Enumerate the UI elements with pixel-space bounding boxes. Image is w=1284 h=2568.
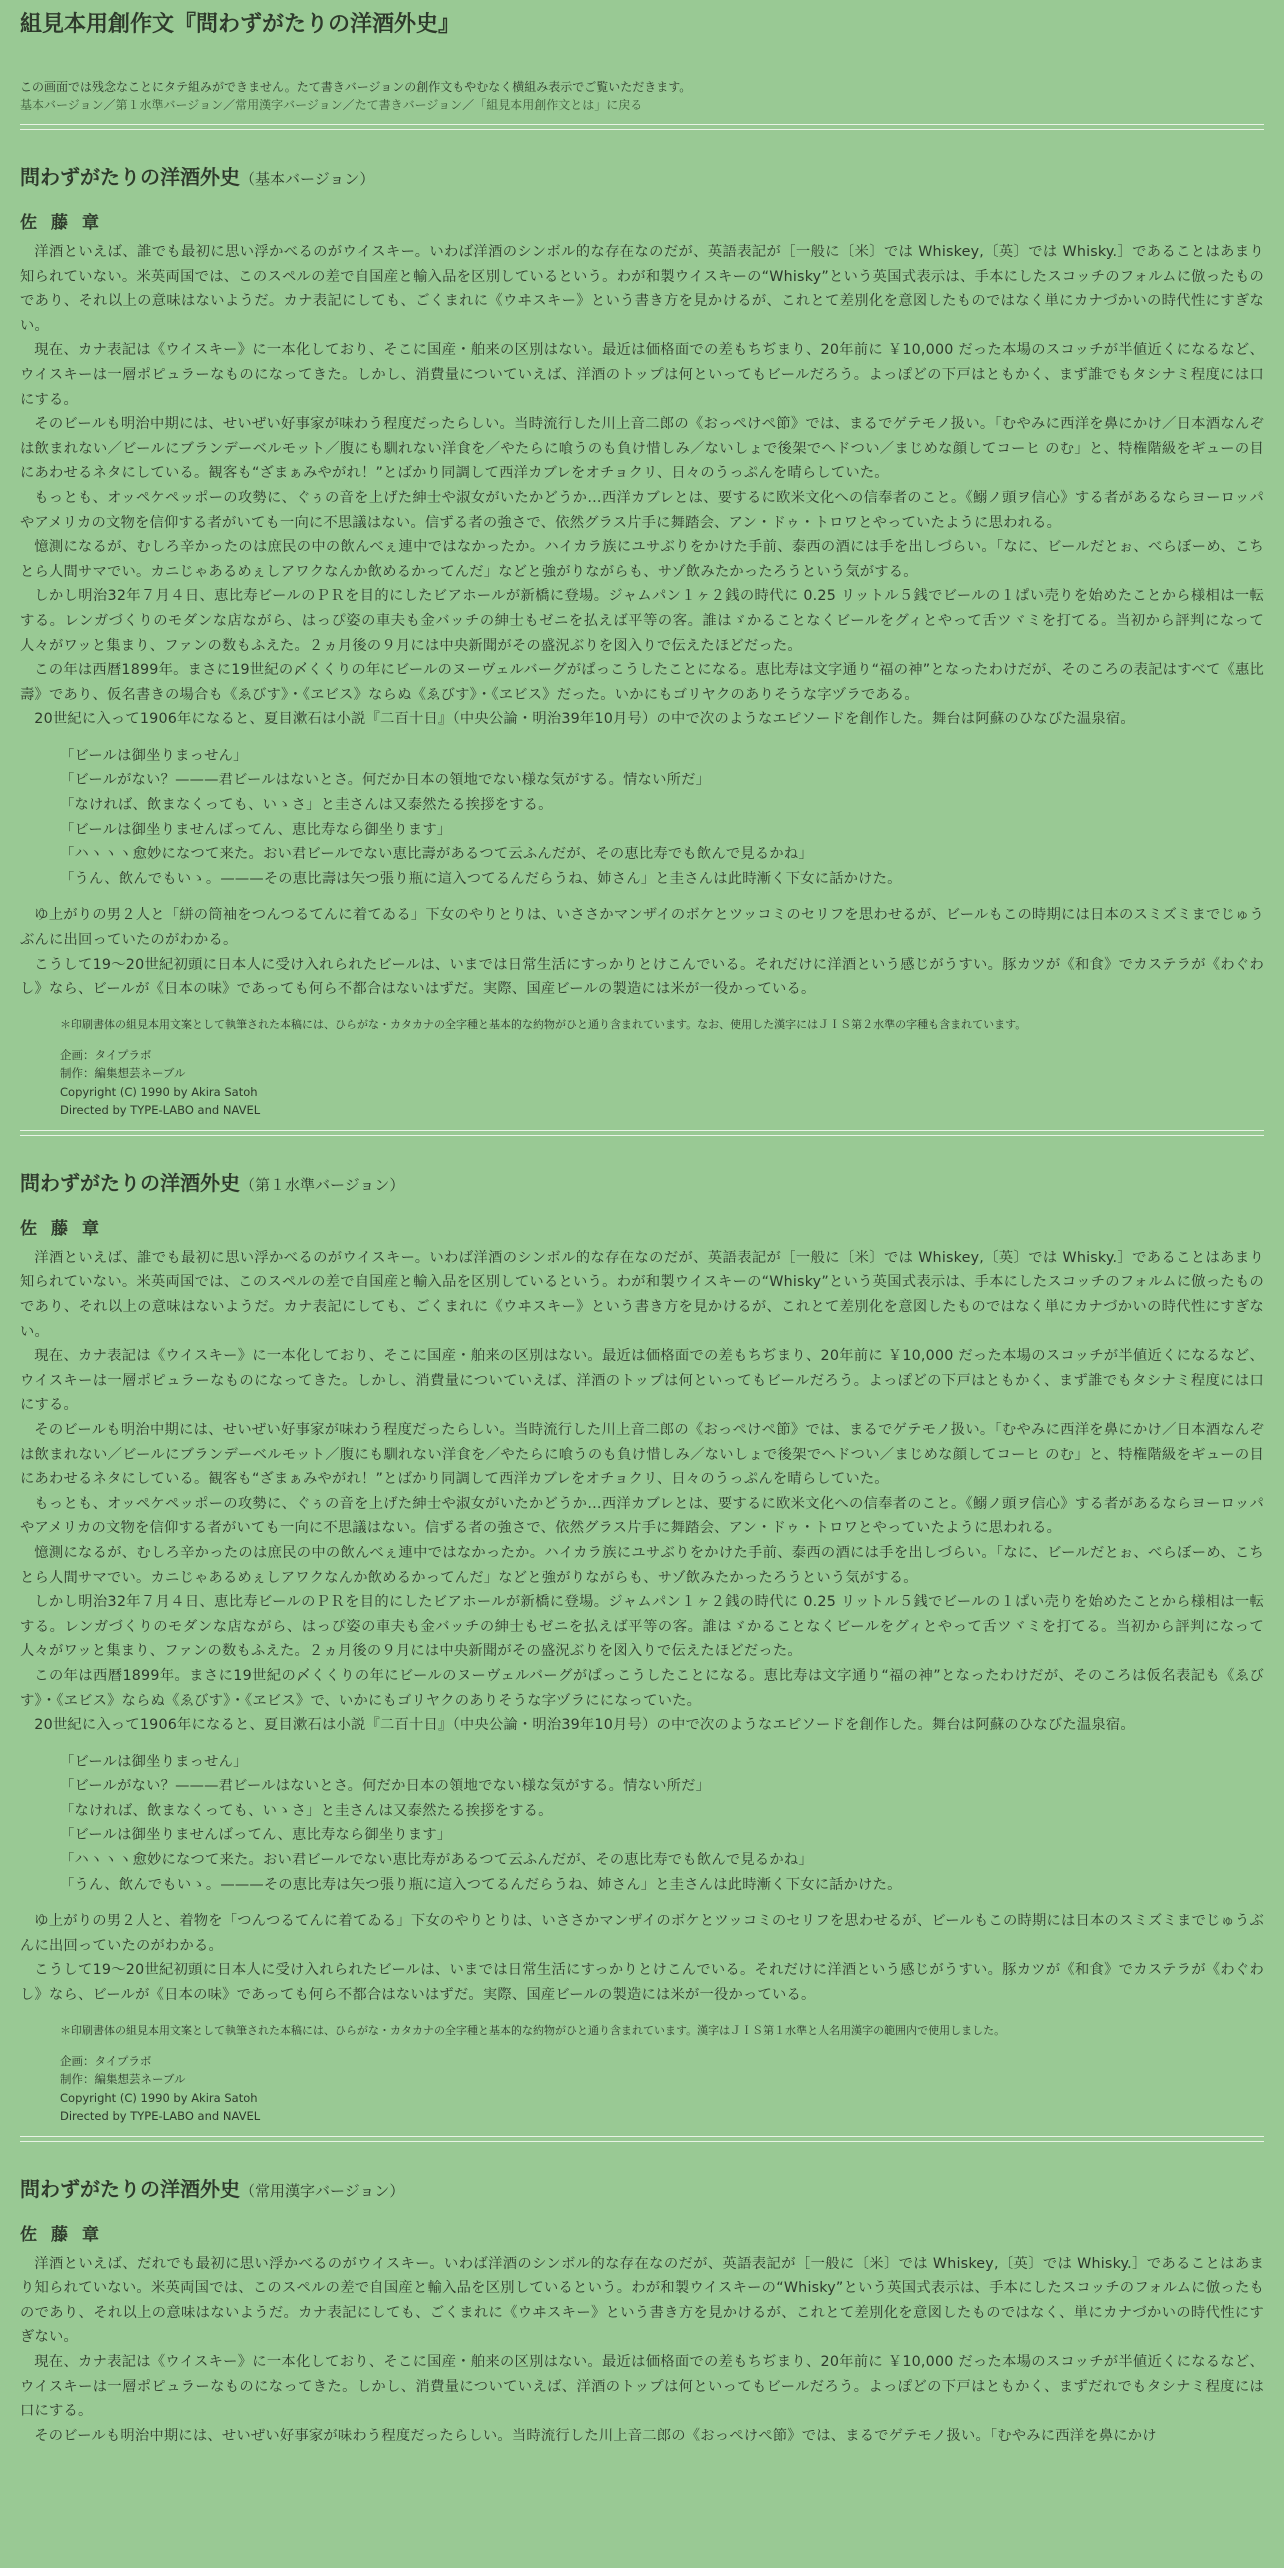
body-paragraph: この年は西暦1899年。まさに19世紀の〆くくりの年にビールのヌーヴェルバーグがぱっこうしたことになる。恵比寿は文字通り“福の神”となったわけだが、そのころの表記はすべて《惠比壽》であり、仮名書きの場合も《ゑびす》・《ヱビス》ならぬ《ゑびす》・《ヱビス》だった。いかにもゴリヤクのありそうな字ヅラである。 [20,662,1264,703]
dialogue-line: 「ビールがない？———君ビールはないとさ。何だか日本の領地でない様な気がする。情ない所だ」 [60,772,711,789]
section-title [20,1136,1264,1200]
footnote: ＊印刷書体の組見本用文案として執筆された本稿には、ひらがな・カタカナの全字種と基本的な約物がひと通り含まれています。なお、使用した漢字にはＪＩＳ第２水準の字種も含まれています。 [60,1017,1027,1031]
notice-text: この画面では残念なことにタテ組みができません。たて書きバージョンの創作文もやむなく横組み表示でご覧いただきます。 [20,80,692,94]
nav-separator: ／ [462,98,475,112]
dialogue-line: 「ハヽヽヽ愈妙になつて来た。おい君ビールでない恵比寿があるつて云ふんだが、その恵比寿でも飲んで見るかね」 [60,1852,813,1869]
dialogue-line: 「なければ、飲まなくっても、いゝさ」と圭さんは又泰然たる挨拶をする。 [60,797,553,814]
dialogue-block [60,1750,1264,1898]
body-paragraph: こうして19〜20世紀初頭に日本人に受け入れられたビールは、いまでは日常生活にすっかりとけこんでいる。それだけに洋酒という感じがうすい。豚カツが《和食》でカステラが《わぐわし》なら、ビールが《日本の味》であっても何ら不都合はないはずだ。実際、国産ビールの製造には米が一役かっている。 [20,956,1264,998]
dialogue-line: 「なければ、飲まなくっても、いゝさ」と圭さんは又泰然たる挨拶をする。 [60,1802,553,1819]
section-variant: （第１水準バージョン） [240,1175,405,1194]
nav-separator: ／ [342,98,355,112]
body-paragraph: そのビールも明治中期には、せいぜい好事家が味わう程度だったらしい。当時流行した川上音二郎の《おっぺけぺ節》では、まるでゲテモノ扱い。「むやみに西洋を鼻にかけ／日本酒なんぞは飲まれない／ビールにブランデーベルモット／腹にも馴れない洋食を／やたらに喰うのも負け惜しみ／ないしょで後架でへドつい／まじめな顔してコーヒ のむ」と、特権階級をギューの目にあわせるネタにしている。観客も“ざまぁみやがれ！”とばかり同調して西洋カブレをオチョクリ、日々のうっぷんを晴らしていた。 [20,1421,1264,1488]
body-paragraph: 洋酒といえば、誰でも最初に思い浮かべるのがウイスキー。いわば洋酒のシンボル的な存在なのだが、英語表記が［一般に〔米〕では Whiskey,〔英〕では Whisky.］であることはあまり知られていない。米英両国では、このスペルの差で自国産と輸入品を区別しているという。わが和製ウイスキーの“Whisky”という英国式表示は、手本にしたスコッチのフォルムに倣ったものであり、それ以上の意味はないようだ。カナ表記にしても、ごくまれに《ウヰスキー》という書き方を見かけるが、これとて差別化を意図したものではなく単にカナづかいの時代性にすぎない。 [20,244,1264,334]
body-paragraph: もっとも、オッペケペッポーの攻勢に、ぐぅの音を上げた紳士や淑女がいたかどうか…西洋カブレとは、要するに欧米文化への信奉者のこと。《鰯ノ頭ヲ信心》する者があるならヨーロッパやアメリカの文物を信仰する者がいても一向に不思議はない。信ずる者の強さで、依然グラス片手に舞踏会、アン・ドゥ・トロワとやっていたように思われる。 [20,489,1264,531]
section-title-text: 問わずがたりの洋酒外史 [20,2176,240,2201]
body-paragraph: しかし明治32年７月４日、恵比寿ビールのＰＲを目的にしたビアホールが新橋に登場。ジャムパン１ヶ２銭の時代に 0.25 リットル５銭でビールの１ぱい売りを始めたことから様相は一転する。レンガづくりのモダンな店ながら、はっぴ姿の車夫も金バッチの紳士もゼニを払えば平等の客。誰はゞかることなくビールをグィとやって舌ツヾミを打てる。当初から評判になって人々がワッと集まり、ファンの数もふえた。２ヵ月後の９月には中央新聞がその盛況ぶりを図入りで伝えたほどだった。 [20,1594,1264,1660]
credit-line: 制作：編集想芸ネーブル [60,1066,186,1081]
section-level1 [20,1136,1264,2142]
footnote: ＊印刷書体の組見本用文案として執筆された本稿には、ひらがな・カタカナの全字種と基本的な約物がひと通り含まれています。漢字はＪＩＳ第１水準と人名用漢字の範囲内で使用しました。 [60,2023,1006,2037]
body-paragraph: 現在、カナ表記は《ウイスキー》に一本化しており、そこに国産・舶来の区別はない。最近は価格面での差もちぢまり、20年前に ￥10,000 だった本場のスコッチが半値近くになるなど、ウイスキーは一層ポピュラーなものになってきた。しかし、消費量についていえば、洋酒のトップは何といってもビールだろう。よっぽどの下戸はともかく、まずだれでもタシナミ程度には口にする。 [20,2354,1264,2420]
body-paragraph: 20世紀に入って1906年になると、夏目漱石は小説『二百十日』（中央公論・明治39年10月号）の中で次のようなエピソードを創作した。舞台は阿蘇のひなびた温泉宿。 [34,1717,1135,1734]
section-title [20,2142,1264,2206]
body-paragraph: この年は西暦1899年。まさに19世紀の〆くくりの年にビールのヌーヴェルバーグがぱっこうしたことになる。恵比寿は文字通り“福の神”となったわけだが、そのころは仮名表記も《ゑびす》・《ヱビス》ならぬ《ゑびす》・《ヱビス》で、いかにもゴリヤクのありそうな字ヅラにになっていた。 [20,1667,1264,1709]
dialogue-line: 「うん、飲んでもいゝ。———その恵比壽は矢つ張り瓶に這入つてるんだらうね、姉さん」と圭さんは此時漸く下女に話かけた。 [60,870,902,887]
nav-separator: ／ [103,98,116,112]
body-paragraph: ゆ上がりの男２人と「絣の筒袖をつんつるてんに着てゐる」下女のやりとりは、いささかマンザイのボケとツッコミのセリフを思わせるが、ビールもこの時期には日本のスミズミまでじゅうぶんに出回っていたのがわかる。 [20,907,1264,949]
credit-line: 企画：タイプラボ [60,2053,152,2068]
section-basic [20,130,1264,1136]
body-paragraph: しかし明治32年７月４日、恵比寿ビールのＰＲを目的にしたビアホールが新橋に登場。ジャムパン１ヶ２銭の時代に 0.25 リットル５銭でビールの１ぱい売りを始めたことから様相は一転する。レンガづくりのモダンな店ながら、はっぴ姿の車夫も金バッチの紳士もゼニを払えば平等の客。誰はゞかることなくビールをグィとやって舌ツヾミを打てる。当初から評判になって人々がワッと集まり、ファンの数もふえた。２ヵ月後の９月には中央新聞がその盛況ぶりを図入りで伝えたほどだった。 [20,588,1264,654]
credits [60,2052,1264,2126]
dialogue-block [60,744,1264,892]
author-name: 佐藤章 [20,2224,113,2245]
credit-line: 制作：編集想芸ネーブル [60,2072,186,2087]
section-variant: （常用漢字バージョン） [240,2181,405,2200]
nav-separator: ／ [223,98,236,112]
credit-line: Copyright (C) 1990 by Akira Satoh [60,2090,258,2105]
nav-link-level1[interactable]: 第１水準バージョン [115,98,224,112]
credit-line: Directed by TYPE-LABO and NAVEL [60,1103,261,1118]
body-paragraph: そのビールも明治中期には、せいぜい好事家が味わう程度だったらしい。当時流行した川上音二郎の《おっぺけぺ節》では、まるでゲテモノ扱い。「むやみに西洋を鼻にかけ／日本酒なんぞは飲まれない／ビールにブランデーベルモット／腹にも馴れない洋食を／やたらに喰うのも負け惜しみ／ないしょで後架でへドつい／まじめな顔してコーヒ のむ」と、特権階級をギューの目にあわせるネタにしている。観客も“ざまぁみやがれ！”とばかり同調して西洋カブレをオチョクリ、日々のうっぷんを晴らしていた。 [20,416,1264,482]
body-paragraph: 現在、カナ表記は《ウイスキー》に一本化しており、そこに国産・舶来の区別はない。最近は価格面での差もちぢまり、20年前に ￥10,000 だった本場のスコッチが半値近くになるなど、ウイスキーは一層ポピュラーなものになってきた。しかし、消費量についていえば、洋酒のトップは何といってもビールだろう。よっぽどの下戸はともかく、まず誰でもタシナミ程度には口にする。 [20,342,1264,408]
section-variant: （基本バージョン） [240,170,375,188]
body-paragraph: 憶測になるが、むしろ辛かったのは庶民の中の飲んべぇ連中ではなかったか。ハイカラ族にユサぶりをかけた手前、泰西の酒には手を出しづらい。「なに、ビールだとぉ、べらぼーめ、こちとら人間サマでい。カニじゃあるめぇしアワクなんか飲めるかってんだ」などと強がりながらも、サゾ飲みたかったろうという気がする。 [20,539,1264,580]
body-paragraph: こうして19〜20世紀初頭に日本人に受け入れられたビールは、いまでは日常生活にすっかりとけこんでいる。それだけに洋酒という感じがうすい。豚カツが《和食》でカステラが《わぐわし》なら、ビールが《日本の味》であっても何ら不都合はないはずだ。実際、国産ビールの製造には米が一役かっている。 [20,1962,1264,2004]
body-paragraph: 憶測になるが、むしろ辛かったのは庶民の中の飲んべぇ連中ではなかったか。ハイカラ族にユサぶりをかけた手前、泰西の酒には手を出しづらい。「なに、ビールだとぉ、べらぼーめ、こちとら人間サマでい。カニじゃあるめぇしアワクなんか飲めるかってんだ」などと強がりながらも、サゾ飲みたかったろうという気がする。 [20,1544,1264,1586]
dialogue-line: 「ビールは御坐りませんばってん、恵比寿なら御坐ります」 [60,821,452,838]
dialogue-line: 「ビールは御坐りまっせん」 [60,747,248,764]
dialogue-line: 「ハヽヽヽ愈妙になつて来た。おい君ビールでない恵比壽があるつて云ふんだが、その恵比寿でも飲んで見るかね」 [60,846,813,863]
section-title-text: 問わずがたりの洋酒外史 [20,1170,240,1195]
dialogue-line: 「ビールは御坐りませんばってん、恵比寿なら御坐ります」 [60,1827,452,1844]
section-joyo [20,2142,1264,2449]
body-paragraph: 洋酒といえば、誰でも最初に思い浮かべるのがウイスキー。いわば洋酒のシンボル的な存在なのだが、英語表記が［一般に〔米〕では Whiskey,〔英〕では Whisky.］であることはあまり知られていない。米英両国では、このスペルの差で自国産と輸入品を区別しているという。わが和製ウイスキーの“Whisky”という英国式表示は、手本にしたスコッチのフォルムに倣ったものであり、それ以上の意味はないようだ。カナ表記にしても、ごくまれに《ウヰスキー》という書き方を見かけるが、これとて差別化を意図したものではなく単にカナづかいの時代性にすぎない。 [20,1249,1264,1340]
body-paragraph: 洋酒といえば、だれでも最初に思い浮かべるのがウイスキー。いわば洋酒のシンボル的な存在なのだが、英語表記が［一般に〔米〕では Whiskey,〔英〕では Whisky.］であることはあまり知られていない。米英両国では、このスペルの差で自国産と輸入品を区別しているという。わが和製ウイスキーの“Whisky”という英国式表示は、手本にしたスコッチのフォルムに倣ったものであり、それ以上の意味はないようだ。カナ表記にしても、ごくまれに《ウヰスキー》という書き方を見かけるが、これとて差別化を意図したものではなく、単にカナづかいの時代性にすぎない。 [20,2255,1264,2346]
section-title [20,130,1264,194]
nav-link-basic[interactable]: 基本バージョン [20,98,104,112]
credit-line: Directed by TYPE-LABO and NAVEL [60,2109,261,2124]
body-paragraph: もっとも、オッペケペッポーの攻勢に、ぐぅの音を上げた紳士や淑女がいたかどうか…西洋カブレとは、要するに欧米文化への信奉者のこと。《鰯ノ頭ヲ信心》する者があるならヨーロッパやアメリカの文物を信仰する者がいても一向に不思議はない。信ずる者の強さで、依然グラス片手に舞踏会、アン・ドゥ・トロワとやっていたように思われる。 [20,1495,1264,1537]
version-nav [20,97,1264,114]
section-title-text: 問わずがたりの洋酒外史 [20,165,240,189]
body-paragraph: 現在、カナ表記は《ウイスキー》に一本化しており、そこに国産・舶来の区別はない。最近は価格面での差もちぢまり、20年前に ￥10,000 だった本場のスコッチが半値近くになるなど、ウイスキーは一層ポピュラーなものになってきた。しかし、消費量についていえば、洋酒のトップは何といってもビールだろう。よっぽどの下戸はともかく、まず誰でもタシナミ程度には口にする。 [20,1348,1264,1414]
credits [60,1046,1264,1120]
body-paragraph: そのビールも明治中期には、せいぜい好事家が味わう程度だったらしい。当時流行した川上音二郎の《おっぺけぺ節》では、まるでゲテモノ扱い。「むやみに西洋を鼻にかけ [34,2427,1157,2444]
dialogue-line: 「うん、飲んでもいゝ。———その恵比寿は矢つ張り瓶に這入つてるんだらうね、姉さん」と圭さんは此時漸く下女に話かけた。 [60,1876,902,1893]
author-name: 佐藤章 [20,213,113,233]
dialogue-line: 「ビールがない？———君ビールはないとさ。何だか日本の領地でない様な気がする。情ない所だ」 [60,1778,711,1795]
credit-line: 企画：タイプラボ [60,1047,152,1062]
credit-line: Copyright (C) 1990 by Akira Satoh [60,1084,258,1099]
body-paragraph: 20世紀に入って1906年になると、夏目漱石は小説『二百十日』（中央公論・明治39年10月号）の中で次のようなエピソードを創作した。舞台は阿蘇のひなびた温泉宿。 [34,711,1135,728]
page-title: 組見本用創作文『問わずがたりの洋酒外史』 [20,12,461,37]
author-name: 佐藤章 [20,1218,113,1239]
nav-link-back[interactable]: 「組見本用創作文とは」に戻る [474,98,643,112]
nav-link-joyo[interactable]: 常用漢字バージョン [235,98,343,112]
dialogue-line: 「ビールは御坐りまっせん」 [60,1753,248,1770]
nav-link-vertical[interactable]: たて書きバージョン [354,98,463,112]
body-paragraph: ゆ上がりの男２人と、着物を「つんつるてんに着てゐる」下女のやりとりは、いささかマンザイのボケとツッコミのセリフを思わせるが、ビールもこの時期には日本のスミズミまでじゅうぶんに出回っていたのがわかる。 [20,1913,1264,1954]
